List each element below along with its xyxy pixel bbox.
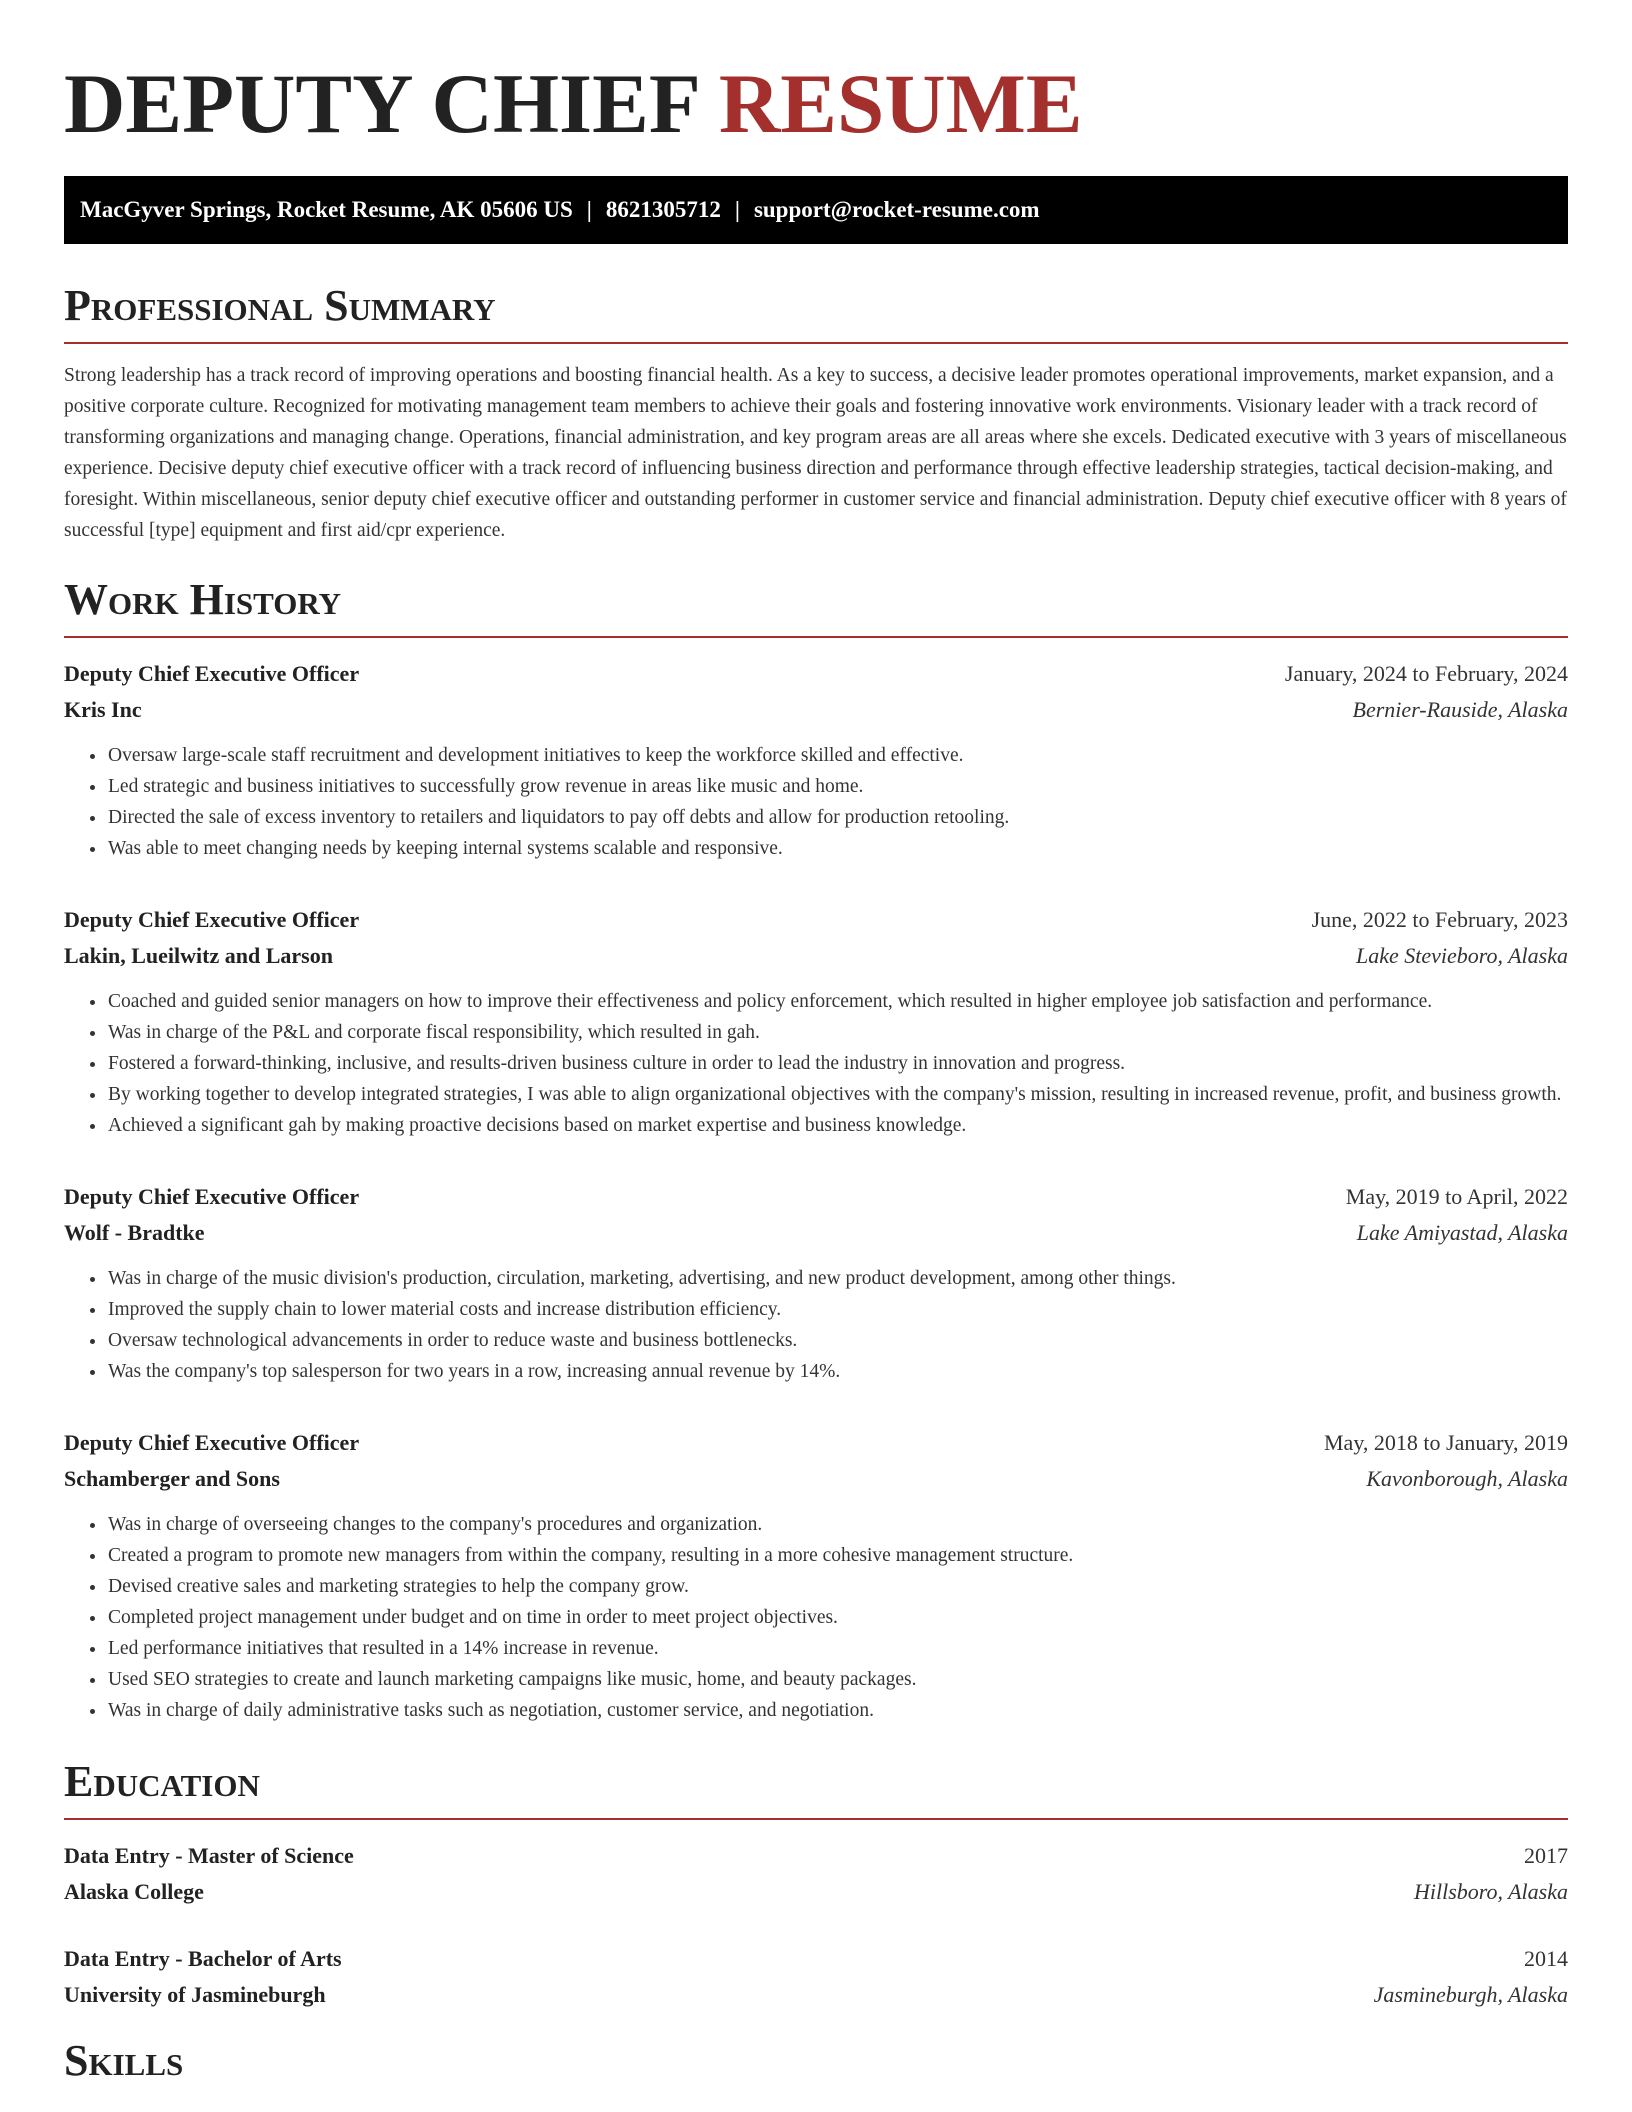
job-dates: May, 2018 to January, 2019	[1324, 1430, 1568, 1455]
education-school-row	[64, 1874, 1568, 1910]
job-bullet: • By working together to develop integrated strategies, I was able to align organizational objectives with the company's mission, resulting in increased revenue, profit, and business growth.	[107, 1079, 1568, 1110]
job-company: Wolf - Bradtke	[64, 1220, 205, 1245]
title-accent: RESUME	[718, 57, 1083, 151]
resume-title	[64, 0, 1568, 152]
job-bullet: • Fostered a forward-thinking, inclusive, and results-driven business culture in order to lead the industry in innovation and progress.	[107, 1048, 1568, 1079]
education-entry	[64, 1838, 1568, 1910]
contact-separator: |	[586, 197, 592, 222]
contact-address: MacGyver Springs, Rocket Resume, AK 05606 US	[80, 197, 573, 222]
work-history-section	[64, 574, 1568, 1726]
skills-section	[64, 2035, 1568, 2097]
education-degree: Data Entry - Bachelor of Arts	[64, 1946, 342, 1971]
job-bullet: • Was able to meet changing needs by keeping internal systems scalable and responsive.	[107, 833, 1568, 864]
job-bullet: • Used SEO strategies to create and launch marketing campaigns like music, home, and beauty packages.	[107, 1664, 1568, 1695]
job-location: Kavonborough, Alaska	[1366, 1466, 1568, 1491]
job-bullets	[64, 740, 1568, 864]
job-title: Deputy Chief Executive Officer	[64, 1430, 360, 1455]
education-school: Alaska College	[64, 1879, 204, 1904]
job-title: Deputy Chief Executive Officer	[64, 661, 360, 686]
education-year: 2017	[1524, 1843, 1568, 1868]
job-bullet: • Completed project management under budget and on time in order to meet project objectives.	[107, 1602, 1568, 1633]
job-title: Deputy Chief Executive Officer	[64, 1184, 360, 1209]
job-entry	[64, 1179, 1568, 1387]
education-degree-row	[64, 1838, 1568, 1874]
education-year: 2014	[1524, 1946, 1568, 1971]
job-bullet: • Was in charge of daily administrative tasks such as negotiation, customer service, and negotiation.	[107, 1695, 1568, 1726]
job-location: Bernier-Rauside, Alaska	[1352, 697, 1568, 722]
job-company-row	[64, 692, 1568, 728]
job-bullet: • Devised creative sales and marketing strategies to help the company grow.	[107, 1571, 1568, 1602]
job-dates: June, 2022 to February, 2023	[1311, 907, 1568, 932]
job-company-row	[64, 1461, 1568, 1497]
job-bullets	[64, 986, 1568, 1141]
job-bullet: • Led performance initiatives that resulted in a 14% increase in revenue.	[107, 1633, 1568, 1664]
job-bullet: • Directed the sale of excess inventory to retailers and liquidators to pay off debts and allow for production retooling.	[107, 802, 1568, 833]
job-bullet: • Coached and guided senior managers on how to improve their effectiveness and policy enforcement, which resulted in higher employee job satisfaction and performance.	[107, 986, 1568, 1017]
education-degree: Data Entry - Master of Science	[64, 1843, 354, 1868]
job-company-row	[64, 1215, 1568, 1251]
job-bullet: • Improved the supply chain to lower material costs and increase distribution efficiency.	[107, 1294, 1568, 1325]
job-entry	[64, 902, 1568, 1141]
job-location: Lake Stevieboro, Alaska	[1355, 943, 1568, 968]
job-bullet: • Was in charge of the music division's production, circulation, marketing, advertising, and new product development, among other things.	[107, 1263, 1568, 1294]
education-location: Hillsboro, Alaska	[1413, 1879, 1568, 1904]
education-school: University of Jasmineburgh	[64, 1982, 326, 2007]
summary-heading: Professional Summary	[64, 280, 1568, 344]
contact-bar	[64, 176, 1568, 244]
job-bullet: • Created a program to promote new managers from within the company, resulting in a more cohesive management structure.	[107, 1540, 1568, 1571]
education-school-row	[64, 1977, 1568, 2013]
job-bullet: • Led strategic and business initiatives to successfully grow revenue in areas like music and home.	[107, 771, 1568, 802]
job-bullet: • Was the company's top salesperson for two years in a row, increasing annual revenue by 14%.	[107, 1356, 1568, 1387]
job-company: Kris Inc	[64, 697, 142, 722]
job-bullet: • Oversaw technological advancements in order to reduce waste and business bottlenecks.	[107, 1325, 1568, 1356]
job-title-row	[64, 1425, 1568, 1461]
summary-text: Strong leadership has a track record of improving operations and boosting financial health. As a key to success, a decisive leader promotes operational improvements, market expansion, and a positive corporate culture. Recognized for motivating management team members to achieve their goals and fostering innovative work environments. Visionary leader with a track record of transforming organizations and managing change. Operations, financial administration, and key program areas are all areas where she excels. Dedicated executive with 3 years of miscellaneous experience. Decisive deputy chief executive officer with a track record of influencing business direction and performance through effective leadership strategies, tactical decision-making, and foresight. Within miscellaneous, senior deputy chief executive officer and outstanding performer in customer service and financial administration. Deputy chief executive officer with 8 years of successful [type] equipment and first aid/cpr experience.	[64, 365, 1567, 541]
summary-section	[64, 280, 1568, 546]
education-section	[64, 1756, 1568, 2013]
job-company: Lakin, Lueilwitz and Larson	[64, 943, 333, 968]
job-bullet: • Achieved a significant gah by making proactive decisions based on market expertise and business knowledge.	[107, 1110, 1568, 1141]
education-heading: Education	[64, 1756, 1568, 1820]
job-entry	[64, 1425, 1568, 1726]
education-degree-row	[64, 1941, 1568, 1977]
job-bullet: • Was in charge of the P&L and corporate fiscal responsibility, which resulted in gah.	[107, 1017, 1568, 1048]
job-bullets	[64, 1509, 1568, 1726]
job-title-row	[64, 902, 1568, 938]
job-entry	[64, 656, 1568, 864]
job-bullet: • Was in charge of overseeing changes to the company's procedures and organization.	[107, 1509, 1568, 1540]
work-history-heading: Work History	[64, 574, 1568, 638]
title-main: DEPUTY CHIEF	[64, 57, 698, 151]
contact-phone: 8621305712	[605, 197, 721, 222]
contact-email[interactable]: support@rocket-resume.com	[753, 197, 1040, 222]
contact-separator: |	[734, 197, 740, 222]
job-title-row	[64, 656, 1568, 692]
job-dates: January, 2024 to February, 2024	[1284, 661, 1568, 686]
skills-heading: Skills	[64, 2036, 184, 2085]
job-dates: May, 2019 to April, 2022	[1345, 1184, 1568, 1209]
job-bullets	[64, 1263, 1568, 1387]
education-entry	[64, 1941, 1568, 2013]
job-title: Deputy Chief Executive Officer	[64, 907, 360, 932]
job-title-row	[64, 1179, 1568, 1215]
education-location: Jasmineburgh, Alaska	[1373, 1982, 1568, 2007]
job-location: Lake Amiyastad, Alaska	[1356, 1220, 1568, 1245]
job-company-row	[64, 938, 1568, 974]
job-bullet: • Oversaw large-scale staff recruitment and development initiatives to keep the workforce skilled and effective.	[107, 740, 1568, 771]
job-company: Schamberger and Sons	[64, 1466, 280, 1491]
